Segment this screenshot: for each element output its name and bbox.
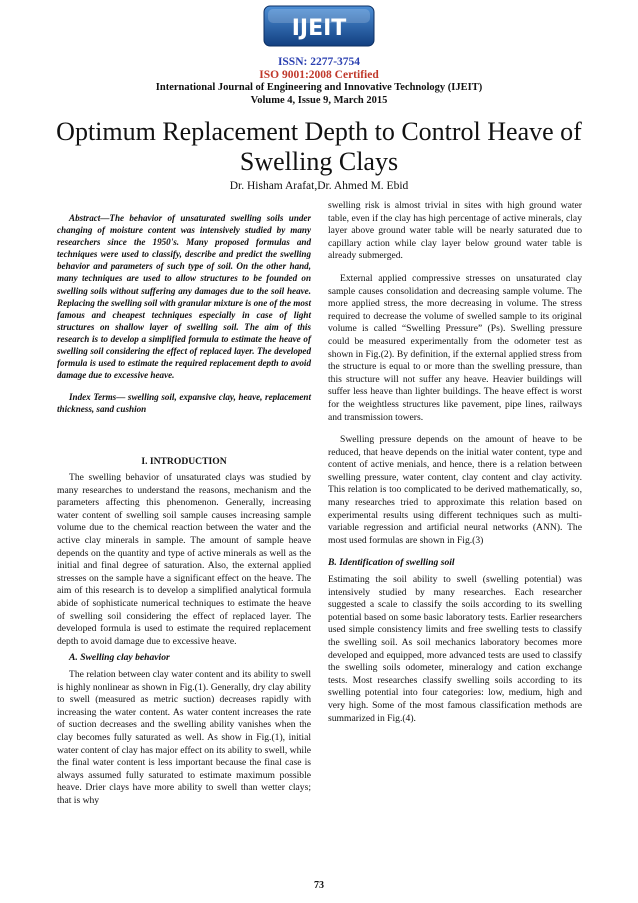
intro-paragraph: The swelling behavior of unsaturated clays was studied by many researches to understand the reasons, mechanism and the parameters affecting this phenomenon. Generally, increasing water content of swelling soil sample causes increasing sample volume due to the chemical reaction between the water and the active clay minerals in sample. The amount of sample heave depends on the quantity and type of active minerals as well as the initial and final degree of saturation. Also, the external applied stresses on the sample have a significant effect on the heave. The aim of this research is to develop a simplified analytical formula abide of sophisticate numerical techniques to estimate the heave of swelling soil considering the effect of replaced layer. The developed formula is used to estimate the required replacement depth to avoid damage due to excessive heave. — [57, 472, 311, 647]
right-paragraph-4: Estimating the soil ability to swell (swelling potential) was intensively studied by many researches. Each researcher suggested a scale to classify the soils according to its swelling potential based on some basic laboratory tests. Earlier researchers used simple consistency limits and free swelling tests to classify the swelling soil. As soil mechanics laboratory becomes more developed and equipped, more advanced tests are used to classify the swelling soils odometer, mineralogy and cation exchange tests. Most researches classify swelling soils according to its swelling potential into four categories: low, medium, high and very high. Some of the most famous classification methods are summarized in Fig.(4). — [328, 574, 582, 724]
right-column — [328, 200, 582, 725]
left-column — [57, 212, 311, 808]
section-heading-introduction: I. INTRODUCTION — [141, 455, 227, 467]
ijeit-logo — [263, 5, 375, 47]
volume-issue: Volume 4, Issue 9, March 2015 — [250, 95, 388, 106]
subsection-heading-identification: B. Identification of swelling soil — [328, 557, 455, 569]
logo-text: IJEIT — [291, 16, 347, 41]
index-terms: Index Terms— swelling soil, expansive clay, heave, replacement thickness, sand cushion — [57, 392, 311, 415]
authors: Dr. Hisham Arafat,Dr. Ahmed M. Ebid — [229, 180, 409, 192]
subsection-heading-swelling-clay: A. Swelling clay behavior — [69, 652, 170, 664]
right-paragraph-1: swelling risk is almost trivial in sites with high ground water table, even if the clay has high percentage of active minerals, clay layer above ground water table will be nearly saturated due to capillary action while clay layer below ground water table is already submerged. — [328, 200, 582, 262]
paper-title: Optimum Replacement Depth to Control Heave of Swelling Clays — [56, 117, 582, 176]
right-paragraph-2: External applied compressive stresses on unsaturated clay sample causes consolidation and decreasing sample volume. The more applied stress, the more decreasing in volume. The stress required to decrease the volume of swelled sample to its original volume is called “Swelling Pressure” (Ps). Swelling pressure could be measured experimentally from the odometer test as shown in Fig.(2). By definition, if the external applied stress from the structure is equal to or more than the swelling pressure, than this structure will not suffer any heave. Heavier buildings will suffer less heave than lighter buildings. The heave effect is worst for the weightless structures like pavement, pipe lines, railways and transmission towers. — [328, 272, 582, 423]
abstract: Abstract—The behavior of unsaturated swelling soils under changing of moisture content was intensively studied by many researchers since the 1950's. Many proposed formulas and techniques were used to classify, describe and predict the swelling behavior and parameters of such type of soil. On the other hand, many techniques are used to allow structures to be founded on swelling soils without suffering any damages due to the soil heave. Replacing the swelling soil with granular mixture is one of the most famous and cheapest techniques especially in case of light structures on shallow layer of swelling soil. The aim of this research is to develop a simplified formula to estimate the heave of swelling soil considering the effect of replaced layer. The developed formula is used to estimate the required replacement depth to avoid damage due to excessive heave. — [57, 213, 311, 381]
page-number: 73 — [314, 880, 324, 891]
right-paragraph-3: Swelling pressure depends on the amount of heave to be reduced, that heave depends on the initial water content, type and content of active menials, and hence, there is a relation between swelling pressure, water content, clay content and clay activity. This relation is too complicated to be derived mathematically, so, many researches tried to approximate this relation based on experimental results using different techniques such as multi-variable regression and artificial neural networks (ANN). The most used formulas are shown in Fig.(3) — [328, 434, 582, 546]
journal-name: International Journal of Engineering and Innovative Technology (IJEIT) — [155, 82, 483, 93]
swelling-clay-paragraph: The relation between clay water content and its ability to swell is highly nonlinear as shown in Fig.(1). Generally, dry clay ability to swell (measured as metric suction) decreases rapidly with increasing the water content. As water content increases the rate of suction decreases and the swelling ability vanishes when the clay becomes fully saturated as well. As show in Fig.(1), initial water content of clay has major effect on its ability to swell, while the final water content is less important because the final case is always assumed fully saturated to estimate maximum possible heave. Drier clays have more ability to swell than wetter clays; that is why — [57, 669, 311, 806]
issn: ISSN: 2277-3754 — [277, 56, 361, 68]
iso-certification: ISO 9001:2008 Certified — [259, 69, 379, 81]
